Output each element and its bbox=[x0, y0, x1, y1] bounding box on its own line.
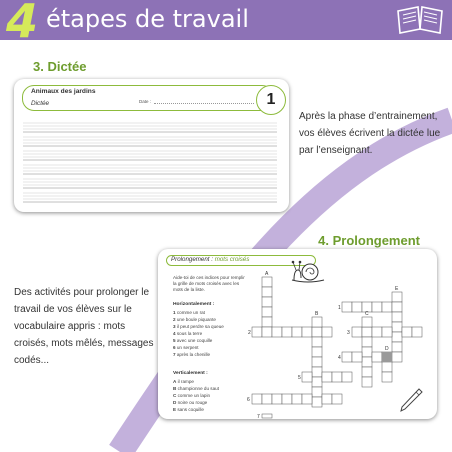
section-heading-prolongement: 4. Prolongement bbox=[318, 233, 420, 248]
crossword-grid bbox=[158, 249, 437, 419]
seyes-ruled-lines bbox=[23, 121, 277, 203]
clue-h4: 4 sous la terre bbox=[173, 331, 203, 336]
clue-vd: D noire ou rouge bbox=[173, 400, 208, 405]
book-icon bbox=[394, 3, 446, 37]
grid-letter-b: B bbox=[315, 311, 319, 317]
crossword-title-sub: mots croisés bbox=[214, 256, 250, 263]
grid-letter-a: A bbox=[265, 271, 269, 277]
date-label: Date : bbox=[139, 99, 152, 104]
grid-num-7: 7 bbox=[257, 414, 260, 419]
grid-num-3: 3 bbox=[347, 330, 350, 336]
grid-num-4: 4 bbox=[338, 355, 341, 361]
prolongement-description: Des activités pour prolonger le travail de vos élèves sur le vocabulaire appris : mots croisés, mots mêlés, messages codés... bbox=[14, 287, 154, 366]
grid-num-5: 5 bbox=[298, 375, 301, 381]
dictee-worksheet-card bbox=[14, 79, 289, 212]
grid-letter-e: E bbox=[395, 286, 399, 292]
date-line bbox=[154, 103, 254, 104]
grid-num-1: 1 bbox=[338, 305, 341, 311]
dictee-description: Après la phase d’entrainement, vos élèves écrivent la dictée lue par l’enseignant. bbox=[299, 111, 441, 156]
clue-vc: C comme un lapin bbox=[173, 393, 211, 398]
crossword-instructions: Aide-toi de ces indices pour remplir la grille de mots croisés avec les mots de la liste. bbox=[173, 275, 245, 292]
worksheet-title: Animaux des jardins bbox=[31, 88, 96, 95]
grid-num-2: 2 bbox=[248, 330, 251, 336]
header-banner bbox=[0, 0, 452, 40]
horizontal-heading: Horizontalement : bbox=[173, 302, 215, 307]
clue-h3: 3 il peut perdre sa queue bbox=[173, 324, 224, 329]
clue-va: A il rampe bbox=[173, 379, 194, 384]
clue-ve: E sans coquille bbox=[173, 407, 204, 412]
clue-h1: 1 comme un rat bbox=[173, 310, 205, 315]
grid-letter-d: D bbox=[385, 346, 389, 352]
clue-h6: 6 un serpent bbox=[173, 345, 199, 350]
clue-vb: B championne du saut bbox=[173, 386, 219, 391]
section-heading-dictee: 3. Dictée bbox=[33, 59, 87, 74]
clue-h5: 5 avec une coquille bbox=[173, 338, 213, 343]
grid-num-6: 6 bbox=[247, 397, 250, 403]
worksheet-number-badge: 1 bbox=[256, 85, 286, 115]
step-number: 4 bbox=[6, 0, 37, 40]
pencil-icon bbox=[399, 387, 423, 413]
clue-h2: 2 une boule piquante bbox=[173, 317, 216, 322]
vertical-heading: Verticalement : bbox=[173, 371, 208, 376]
clue-h7: 7 après la chenille bbox=[173, 352, 211, 357]
page-title: étapes de travail bbox=[46, 5, 249, 33]
grid-letter-c: C bbox=[365, 311, 369, 317]
worksheet-subtitle: Dictée bbox=[31, 100, 50, 107]
crossword-worksheet-card bbox=[158, 249, 437, 419]
crossword-title-main: Prolongement : bbox=[171, 256, 213, 263]
